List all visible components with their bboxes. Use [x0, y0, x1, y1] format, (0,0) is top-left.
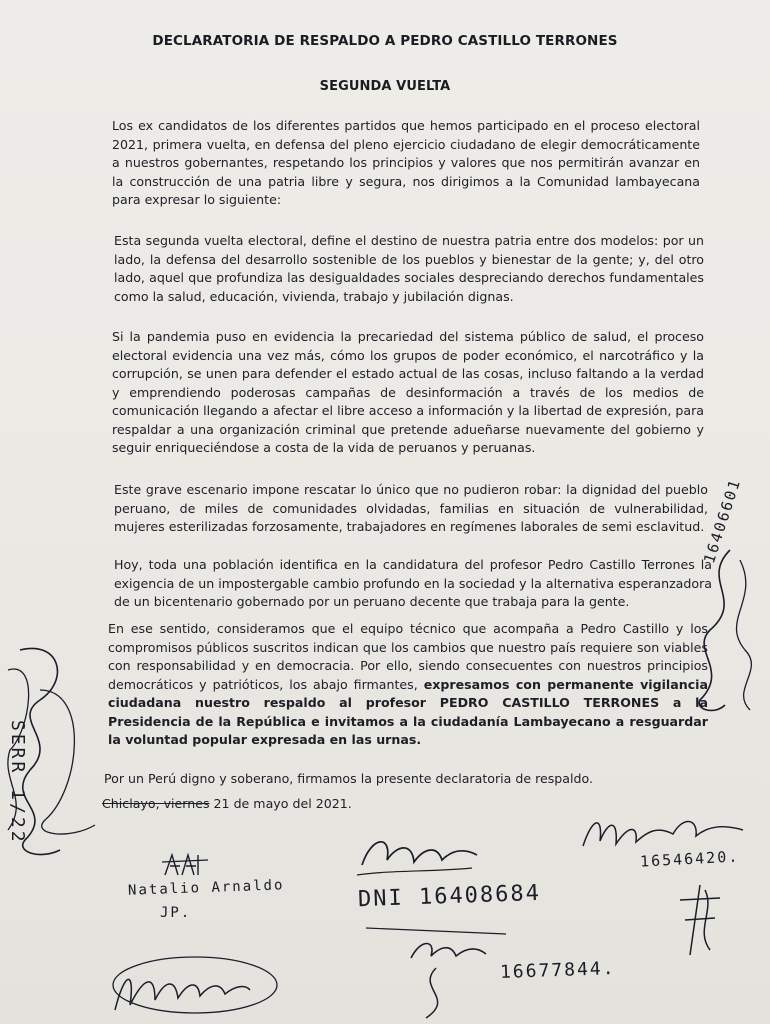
support-text: En ese sentido, consideramos que el equipo técnico que acompaña a Pedro Castillo y los compromisos públicos suscritos indican que los cambios que nuestro país requiere son viables con responsabilidad y en democracia. Por ello, siendo consecuentes con nuestros principios democráticos y patrióticos, los abajo firmantes, [108, 621, 708, 692]
paragraph-closing: Por un Perú digno y soberano, firmamos la presente declaratoria de respaldo. [104, 771, 594, 786]
handwritten-name: Natalio Arnaldo [127, 877, 285, 899]
signature-bottom-center [356, 918, 516, 1024]
handwritten-id-right: 16546420. [639, 847, 740, 871]
paragraph-support [108, 620, 708, 750]
paragraph-pandemic: Si la pandemia puso en evidencia la precariedad del sistema público de salud, el proceso electoral evidencia una vez más, cómo los grupos de poder económico, el narcotráfico y la corrupción, se unen para defender el estado actual de las cosas, incluso faltando a la verdad y emprendiendo poderosas campañas de desinformación a través de los medios de comunicación llegando a afectar el libre acceso a información y la libertad de expresión, para respaldar a una organización criminal que pretende adueñarse nuevamente del gobierno y seguir enriqueciéndose a costa de la vida de peruanos y peruanas. [112, 329, 704, 455]
support-bold-text: expresamos con permanente vigilancia ciudadana nuestro respaldo al profesor PEDRO CASTILLO TERRONES a la Presidencia de la República e invitamos a la ciudadanía Lambayecano a resguardar la voluntad popular expresada en las urnas. [108, 676, 708, 747]
signature-right-margin [690, 540, 770, 720]
handwritten-initials: JP. [160, 905, 192, 921]
paragraph-intro: Los ex candidatos de los diferentes partidos que hemos participado en el proceso electoral 2021, primera vuelta, en defensa del pleno ejercicio ciudadano de elegir democráticamente a nuestros gobernantes, respetando los principios y valores que nos permitirán avanzar en la construcción de una patria libre y segura, nos dirigimos a la Comunidad lambayecana para expresar lo siguiente: [112, 118, 700, 207]
handwritten-margin-right: 16406601 [700, 476, 745, 566]
signature-bottom-left [100, 950, 280, 1024]
date-text: 21 de mayo del 2021. [209, 796, 352, 811]
signature-center [352, 830, 482, 885]
handwritten-margin-left: SERR 1/22 [7, 720, 28, 845]
handwritten-id-bottom: 16677844. [499, 957, 616, 984]
document-title: DECLARATORIA DE RESPALDO A PEDRO CASTILLO TERRONES [152, 33, 618, 49]
place-text: Chiclayo, viernes [102, 796, 210, 811]
document-subtitle: SEGUNDA VUELTA [319, 79, 451, 94]
signature-small-left [160, 850, 210, 880]
handwritten-dni: DNI 16408684 [357, 880, 542, 913]
paragraph-two-models: Esta segunda vuelta electoral, define el destino de nuestra patria entre dos modelos: por un lado, la defensa del desarrollo sostenible de los pueblos y bienestar de la gente; y, del otro lado, aquel que profundiza las desigualdades sociales despreciando derechos fundamentales como la salud, educación, vivienda, trabajo y jubilación dignas. [114, 233, 704, 304]
signature-bottom-right [670, 880, 730, 960]
paragraph-candidacy: Hoy, toda una población identifica en la candidatura del profesor Pedro Castillo Terrones la exigencia de un impostergable cambio profundo en la sociedad y la alternativa esperanzadora de un bicentenario gobernado por un peruano decente que trabaja para la gente. [114, 557, 712, 609]
paragraph-dignity: Este grave escenario impone rescatar lo único que no pudieron robar: la dignidad del pueblo peruano, de miles de comunidades olvidadas, familias en situación de vulnerabilidad, mujeres esterilizadas forzosamente, trabajadores en regímenes laborales de semi esclavitud. [114, 482, 708, 534]
